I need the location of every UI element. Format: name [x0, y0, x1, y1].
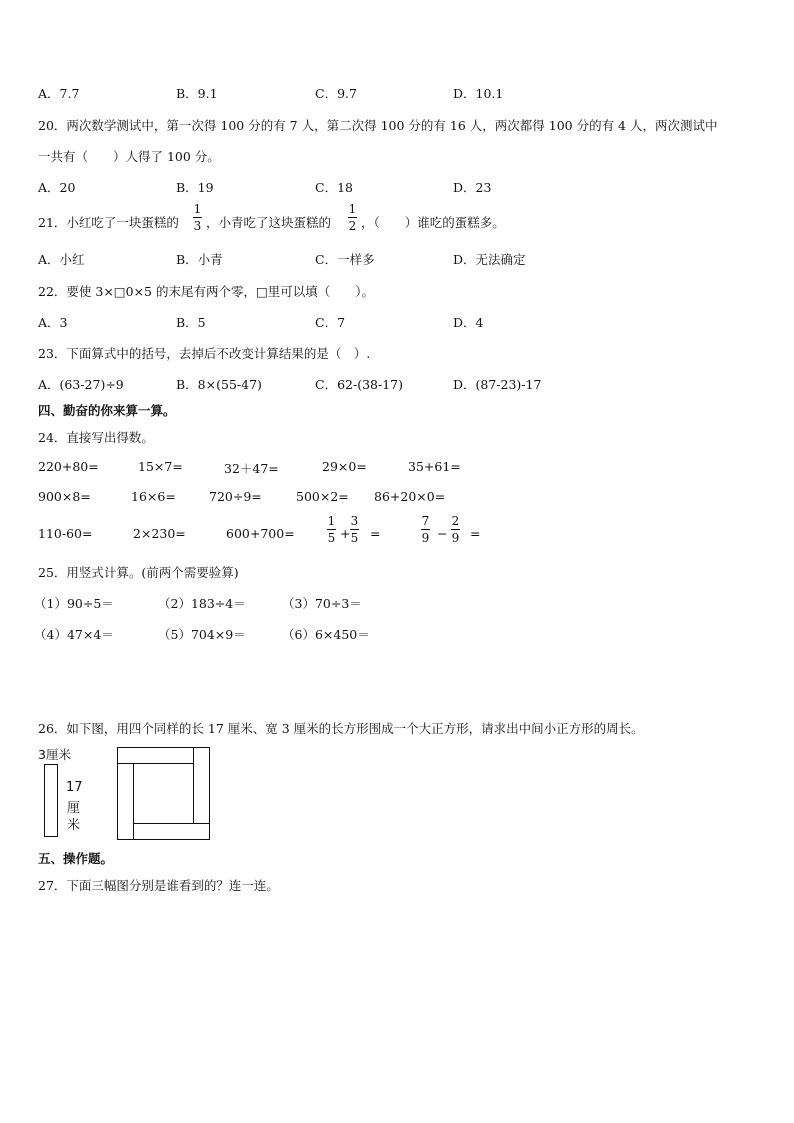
- fraction-denominator: 9: [421, 531, 430, 545]
- right-rectangle: [194, 748, 210, 824]
- q24-expr: 600+700=: [226, 526, 295, 541]
- q24-expr: 16×6=: [131, 489, 176, 504]
- q27-text: 27．下面三幅图分别是谁看到的？连一连。: [38, 878, 279, 893]
- left-rectangle: [118, 764, 134, 840]
- section-4-title: 四、勤奋的你来算一算。: [38, 403, 176, 418]
- q22-text: 22．要使 3×□0×5 的末尾有两个零，□里可以填（ ）。: [38, 284, 375, 299]
- fraction-bar: [327, 529, 336, 530]
- q23-option-a: A．(63-27)÷9: [38, 377, 124, 392]
- q21-option-a: A．小红: [38, 252, 85, 267]
- fraction-numerator: 2: [451, 514, 460, 528]
- fraction-denominator: 5: [327, 531, 336, 545]
- q24-fraction: [421, 515, 430, 544]
- q25-item: （5）704×9＝: [158, 627, 246, 642]
- q19-option-d: D．10.1: [453, 86, 504, 101]
- q24-fraction: [327, 515, 336, 544]
- q24-equals: =: [470, 526, 481, 541]
- fraction-bar: [451, 529, 460, 530]
- q22-option-a: A．3: [38, 315, 68, 330]
- q25-item: （4）47×4＝: [34, 627, 114, 642]
- q22-option-b: B．5: [176, 315, 206, 330]
- q20-option-c: C．18: [315, 180, 353, 195]
- q21-option-d: D．无法确定: [453, 252, 526, 267]
- q26-length-label-1: 17: [66, 780, 83, 795]
- bottom-rectangle: [134, 824, 210, 840]
- q22-option-c: C．7: [315, 315, 346, 330]
- square-of-rectangles-diagram: [116, 746, 212, 842]
- q24-expr: 29×0=: [322, 459, 367, 474]
- section-5-title: 五、操作题。: [38, 851, 114, 866]
- fraction-denominator: 9: [451, 531, 460, 545]
- q24-expr: 220+80=: [38, 459, 99, 474]
- q24-fraction: [350, 515, 359, 544]
- q24-expr: 900×8=: [38, 489, 91, 504]
- q24-expr: 86+20×0=: [374, 489, 446, 504]
- top-rectangle: [118, 748, 194, 764]
- q24-fraction: [451, 515, 460, 544]
- q24-expr: 15×7=: [138, 459, 183, 474]
- fraction-denominator: 5: [350, 531, 359, 545]
- q24-equals: =: [370, 526, 381, 541]
- single-rectangle: [44, 764, 58, 837]
- q25-item: （2）183÷4＝: [158, 596, 246, 611]
- q25-item: （3）70÷3＝: [282, 596, 362, 611]
- fraction-bar: [350, 529, 359, 530]
- q24-expr: 720÷9=: [209, 489, 262, 504]
- q21-fraction-1: [193, 203, 202, 232]
- q21-text-c: ，（ ）谁吃的蛋糕多。: [361, 215, 505, 230]
- fraction-numerator: 1: [193, 202, 202, 216]
- q21-text-b: ，小青吃了这块蛋糕的: [206, 215, 332, 230]
- q20-text-line1: 20．两次数学测试中，第一次得 100 分的有 7 人，第二次得 100 分的有 16 人，两次都得 100 分的有 4 人，两次测试中: [38, 118, 718, 133]
- q20-option-d: D．23: [453, 180, 492, 195]
- q24-expr: 500×2=: [296, 489, 349, 504]
- q24-expr: 2×230=: [133, 526, 186, 541]
- q26-length-label-3: 米: [67, 818, 81, 833]
- q24-operator: +: [340, 526, 351, 541]
- fraction-numerator: 1: [348, 202, 357, 216]
- fraction-numerator: 7: [421, 514, 430, 528]
- q24-expr: 35+61=: [408, 459, 461, 474]
- q19-option-a: A．7.7: [38, 86, 80, 101]
- q25-item: （6）6×450＝: [282, 627, 370, 642]
- q19-option-c: C．9.7: [315, 86, 357, 101]
- fraction-bar: [421, 529, 430, 530]
- q20-option-b: B．19: [176, 180, 214, 195]
- q24-expr: 110-60=: [38, 526, 93, 541]
- q21-text-a: 21．小红吃了一块蛋糕的: [38, 215, 179, 230]
- q20-text-line2: 一共有（ ）人得了 100 分。: [38, 149, 220, 164]
- q26-length-label-2: 厘: [67, 801, 81, 816]
- q24-operator: −: [437, 526, 448, 541]
- q25-item: （1）90÷5＝: [34, 596, 114, 611]
- q21-fraction-2: [348, 203, 357, 232]
- q20-option-a: A．20: [38, 180, 76, 195]
- q21-option-c: C．一样多: [315, 252, 375, 267]
- q23-option-b: B．8×(55-47): [176, 377, 262, 392]
- fraction-bar: [348, 217, 357, 218]
- q23-text: 23．下面算式中的括号，去掉后不改变计算结果的是（ ）.: [38, 346, 371, 361]
- q24-title: 24．直接写出得数。: [38, 430, 154, 445]
- q23-option-c: C．62-(38-17): [315, 377, 403, 392]
- q26-text: 26．如下图，用四个同样的长 17 厘米、宽 3 厘米的长方形围成一个大正方形，请求出中间小正方形的周长。: [38, 721, 644, 736]
- q21-option-b: B．小青: [176, 252, 223, 267]
- q26-width-label: 3厘米: [38, 747, 71, 762]
- q23-option-d: D．(87-23)-17: [453, 377, 542, 392]
- fraction-denominator: 3: [193, 219, 202, 233]
- fraction-bar: [193, 217, 202, 218]
- q25-title: 25．用竖式计算。(前两个需要验算): [38, 565, 239, 580]
- q19-option-b: B．9.1: [176, 86, 218, 101]
- q24-expr: 32＋47=: [224, 461, 279, 476]
- fraction-denominator: 2: [348, 219, 357, 233]
- fraction-numerator: 3: [350, 514, 359, 528]
- q22-option-d: D．4: [453, 315, 484, 330]
- fraction-numerator: 1: [327, 514, 336, 528]
